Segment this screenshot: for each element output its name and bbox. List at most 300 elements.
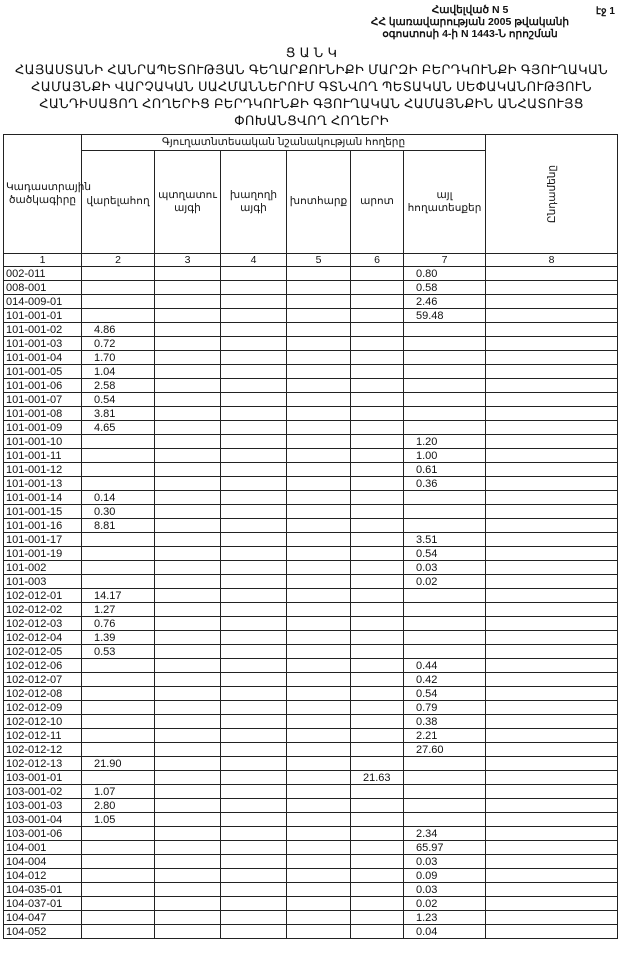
vineyard-cell [221, 589, 287, 603]
total-cell [486, 855, 618, 869]
cadastral-code-cell: 101-001-04 [4, 351, 82, 365]
hayfield-cell [287, 631, 351, 645]
total-cell [486, 449, 618, 463]
pasture-cell [351, 449, 404, 463]
orchard-cell [155, 645, 221, 659]
table-row [4, 477, 618, 491]
vineyard-cell [221, 519, 287, 533]
title-line-1: Ց Ա Ն Կ [285, 45, 338, 60]
other-land-cell [404, 785, 486, 799]
orchard-cell [155, 855, 221, 869]
total-cell [486, 785, 618, 799]
hayfield-cell [287, 799, 351, 813]
other-land-cell [404, 771, 486, 785]
orchard-cell [155, 379, 221, 393]
pasture-cell [351, 855, 404, 869]
hayfield-cell [287, 869, 351, 883]
title-line-2: ՀԱՅԱՍՏԱՆԻ ՀԱՆՐԱՊԵՏՈՒԹՅԱՆ ԳԵՂԱՐՔՈՒՆԻՔԻ ՄԱՐԶԻ ԲԵՐԴԿՈՒՆՔԻ ԳՅՈՒՂԱԿԱՆ [14, 62, 609, 77]
arable-cell [82, 477, 155, 491]
total-cell [486, 645, 618, 659]
arable-cell [82, 827, 155, 841]
cadastral-code-cell: 101-003 [4, 575, 82, 589]
other-land-cell: 0.44 [404, 659, 486, 673]
vineyard-cell [221, 561, 287, 575]
pasture-cell [351, 281, 404, 295]
total-cell [486, 925, 618, 939]
orchard-cell [155, 295, 221, 309]
orchard-cell [155, 617, 221, 631]
cadastral-code-cell: 008-001 [4, 281, 82, 295]
other-land-cell [404, 491, 486, 505]
cadastral-code-cell: 101-002 [4, 561, 82, 575]
hayfield-cell [287, 351, 351, 365]
pasture-cell [351, 365, 404, 379]
hayfield-cell [287, 715, 351, 729]
cadastral-code-cell: 101-001-03 [4, 337, 82, 351]
total-cell [486, 897, 618, 911]
pasture-cell [351, 925, 404, 939]
hayfield-cell [287, 435, 351, 449]
vineyard-cell [221, 379, 287, 393]
pasture-cell: 21.63 [351, 771, 404, 785]
vineyard-cell [221, 603, 287, 617]
other-land-cell: 0.61 [404, 463, 486, 477]
total-cell [486, 561, 618, 575]
cadastral-code-cell: 102-012-11 [4, 729, 82, 743]
other-land-cell [404, 617, 486, 631]
total-cell [486, 407, 618, 421]
hayfield-cell [287, 687, 351, 701]
other-land-cell [404, 407, 486, 421]
other-land-cell [404, 603, 486, 617]
vineyard-cell [221, 911, 287, 925]
total-cell [486, 295, 618, 309]
total-cell [486, 603, 618, 617]
orchard-cell [155, 897, 221, 911]
pasture-cell [351, 477, 404, 491]
hayfield-cell [287, 827, 351, 841]
vineyard-cell [221, 449, 287, 463]
orchard-cell [155, 547, 221, 561]
pasture-cell [351, 533, 404, 547]
pasture-cell [351, 715, 404, 729]
table-row [4, 379, 618, 393]
pasture-cell [351, 295, 404, 309]
pasture-cell [351, 421, 404, 435]
table-row [4, 827, 618, 841]
table-row [4, 421, 618, 435]
hayfield-cell [287, 785, 351, 799]
arable-cell: 0.76 [82, 617, 155, 631]
hayfield-cell [287, 547, 351, 561]
orchard-cell [155, 491, 221, 505]
orchard-cell [155, 771, 221, 785]
header-vineyard: խաղողի այգի [221, 150, 287, 253]
vineyard-cell [221, 785, 287, 799]
column-number-row [4, 254, 618, 267]
vineyard-cell [221, 351, 287, 365]
header-agricultural-group: Գյուղատնտեսական նշանակության հողերը [82, 135, 486, 151]
hayfield-cell [287, 533, 351, 547]
cadastral-code-cell: 104-001 [4, 841, 82, 855]
total-cell [486, 421, 618, 435]
hayfield-cell [287, 519, 351, 533]
arable-cell [82, 897, 155, 911]
cadastral-code-cell: 102-012-03 [4, 617, 82, 631]
vineyard-cell [221, 435, 287, 449]
total-cell [486, 477, 618, 491]
other-land-cell: 0.02 [404, 575, 486, 589]
hayfield-cell [287, 673, 351, 687]
table-row [4, 631, 618, 645]
cadastral-code-cell: 014-009-01 [4, 295, 82, 309]
hayfield-cell [287, 911, 351, 925]
total-cell [486, 267, 618, 281]
other-land-cell: 2.21 [404, 729, 486, 743]
table-row [4, 267, 618, 281]
orchard-cell [155, 631, 221, 645]
orchard-cell [155, 785, 221, 799]
vineyard-cell [221, 407, 287, 421]
hayfield-cell [287, 267, 351, 281]
other-land-cell [404, 421, 486, 435]
table-row [4, 603, 618, 617]
vineyard-cell [221, 505, 287, 519]
other-land-cell [404, 337, 486, 351]
arable-cell [82, 547, 155, 561]
cadastral-code-cell: 101-001-16 [4, 519, 82, 533]
document-title [0, 44, 623, 129]
cadastral-code-cell: 102-012-01 [4, 589, 82, 603]
other-land-cell [404, 813, 486, 827]
table-row [4, 449, 618, 463]
orchard-cell [155, 519, 221, 533]
decision-line-2: օգոստոսի 4-ի N 1443-Ն որոշման [382, 28, 558, 40]
cadastral-code-cell: 101-001-14 [4, 491, 82, 505]
hayfield-cell [287, 379, 351, 393]
hayfield-cell [287, 617, 351, 631]
arable-cell: 0.54 [82, 393, 155, 407]
cadastral-code-cell: 101-001-19 [4, 547, 82, 561]
orchard-cell [155, 589, 221, 603]
orchard-cell [155, 813, 221, 827]
table-row [4, 701, 618, 715]
arable-cell [82, 449, 155, 463]
pasture-cell [351, 519, 404, 533]
cadastral-code-cell: 103-001-03 [4, 799, 82, 813]
other-land-cell: 0.38 [404, 715, 486, 729]
orchard-cell [155, 925, 221, 939]
table-row [4, 407, 618, 421]
total-cell [486, 491, 618, 505]
table-row [4, 645, 618, 659]
arable-cell: 8.81 [82, 519, 155, 533]
table-row [4, 547, 618, 561]
table-row [4, 771, 618, 785]
total-cell [486, 379, 618, 393]
total-cell [486, 743, 618, 757]
cadastral-code-cell: 102-012-05 [4, 645, 82, 659]
pasture-cell [351, 337, 404, 351]
table-row [4, 393, 618, 407]
hayfield-cell [287, 645, 351, 659]
pasture-cell [351, 351, 404, 365]
arable-cell: 0.30 [82, 505, 155, 519]
hayfield-cell [287, 603, 351, 617]
total-cell [486, 869, 618, 883]
cadastral-code-cell: 103-001-02 [4, 785, 82, 799]
header-total [486, 135, 618, 254]
total-cell [486, 323, 618, 337]
pasture-cell [351, 407, 404, 421]
table-row [4, 869, 618, 883]
total-cell [486, 715, 618, 729]
table-row [4, 351, 618, 365]
orchard-cell [155, 883, 221, 897]
cadastral-code-cell: 103-001-06 [4, 827, 82, 841]
table-row [4, 519, 618, 533]
cadastral-code-cell: 104-012 [4, 869, 82, 883]
column-number: 5 [287, 254, 351, 267]
other-land-cell: 0.80 [404, 267, 486, 281]
orchard-cell [155, 351, 221, 365]
arable-cell: 0.53 [82, 645, 155, 659]
other-land-cell: 0.03 [404, 883, 486, 897]
table-body [4, 267, 618, 939]
total-cell [486, 659, 618, 673]
pasture-cell [351, 463, 404, 477]
arable-cell [82, 295, 155, 309]
other-land-cell: 1.00 [404, 449, 486, 463]
pasture-cell [351, 911, 404, 925]
arable-cell: 4.86 [82, 323, 155, 337]
vineyard-cell [221, 897, 287, 911]
column-number: 3 [155, 254, 221, 267]
table-row [4, 323, 618, 337]
pasture-cell [351, 547, 404, 561]
other-land-cell: 2.34 [404, 827, 486, 841]
pasture-cell [351, 491, 404, 505]
hayfield-cell [287, 365, 351, 379]
vineyard-cell [221, 337, 287, 351]
hayfield-cell [287, 393, 351, 407]
header-pasture: արոտ [351, 150, 404, 253]
title-line-4: ՀԱՆԴԻՍԱՑՈՂ ՀՈՂԵՐԻՑ ԲԵՐԴԿՈՒՆՔԻ ԳՅՈՒՂԱԿԱՆ ՀԱՄԱՅՆՔԻՆ ԱՆՀԱՏՈՒՅՑ [39, 96, 584, 111]
arable-cell: 1.70 [82, 351, 155, 365]
orchard-cell [155, 337, 221, 351]
hayfield-cell [287, 421, 351, 435]
vineyard-cell [221, 393, 287, 407]
arable-cell [82, 925, 155, 939]
other-land-cell: 0.79 [404, 701, 486, 715]
hayfield-cell [287, 925, 351, 939]
total-cell [486, 281, 618, 295]
hayfield-cell [287, 407, 351, 421]
orchard-cell [155, 827, 221, 841]
total-cell [486, 533, 618, 547]
arable-cell: 1.04 [82, 365, 155, 379]
arable-cell [82, 701, 155, 715]
table-row [4, 673, 618, 687]
other-land-cell: 0.54 [404, 547, 486, 561]
table-row [4, 589, 618, 603]
orchard-cell [155, 365, 221, 379]
orchard-cell [155, 911, 221, 925]
total-cell [486, 701, 618, 715]
orchard-cell [155, 267, 221, 281]
hayfield-cell [287, 841, 351, 855]
total-cell [486, 729, 618, 743]
other-land-cell: 0.03 [404, 855, 486, 869]
vineyard-cell [221, 729, 287, 743]
vineyard-cell [221, 281, 287, 295]
vineyard-cell [221, 743, 287, 757]
vineyard-cell [221, 883, 287, 897]
pasture-cell [351, 659, 404, 673]
total-cell [486, 547, 618, 561]
pasture-cell [351, 309, 404, 323]
other-land-cell: 0.54 [404, 687, 486, 701]
arable-cell [82, 673, 155, 687]
orchard-cell [155, 687, 221, 701]
vineyard-cell [221, 673, 287, 687]
other-land-cell: 0.09 [404, 869, 486, 883]
total-cell [486, 883, 618, 897]
vineyard-cell [221, 295, 287, 309]
hayfield-cell [287, 589, 351, 603]
other-land-cell [404, 757, 486, 771]
arable-cell [82, 911, 155, 925]
orchard-cell [155, 477, 221, 491]
appendix-header [360, 4, 580, 40]
pasture-cell [351, 561, 404, 575]
cadastral-code-cell: 101-001-10 [4, 435, 82, 449]
vineyard-cell [221, 477, 287, 491]
column-number: 1 [4, 254, 82, 267]
arable-cell [82, 561, 155, 575]
cadastral-code-cell: 102-012-02 [4, 603, 82, 617]
cadastral-code-cell: 102-012-09 [4, 701, 82, 715]
vineyard-cell [221, 757, 287, 771]
vineyard-cell [221, 869, 287, 883]
orchard-cell [155, 323, 221, 337]
hayfield-cell [287, 757, 351, 771]
orchard-cell [155, 743, 221, 757]
pasture-cell [351, 267, 404, 281]
cadastral-code-cell: 101-001-02 [4, 323, 82, 337]
hayfield-cell [287, 295, 351, 309]
cadastral-code-cell: 101-001-05 [4, 365, 82, 379]
arable-cell [82, 267, 155, 281]
other-land-cell [404, 519, 486, 533]
column-number: 7 [404, 254, 486, 267]
decision-line-1: ՀՀ կառավարության 2005 թվականի [370, 16, 570, 28]
land-table [3, 134, 618, 939]
pasture-cell [351, 869, 404, 883]
other-land-cell: 0.02 [404, 897, 486, 911]
vineyard-cell [221, 659, 287, 673]
cadastral-code-cell: 104-004 [4, 855, 82, 869]
other-land-cell: 3.51 [404, 533, 486, 547]
cadastral-code-cell: 101-001-01 [4, 309, 82, 323]
cadastral-code-cell: 104-037-01 [4, 897, 82, 911]
cadastral-code-cell: 101-001-08 [4, 407, 82, 421]
total-cell [486, 799, 618, 813]
pasture-cell [351, 687, 404, 701]
other-land-cell [404, 589, 486, 603]
vineyard-cell [221, 771, 287, 785]
arable-cell: 14.17 [82, 589, 155, 603]
total-cell [486, 631, 618, 645]
cadastral-code-cell: 101-001-15 [4, 505, 82, 519]
pasture-cell [351, 757, 404, 771]
arable-cell: 2.58 [82, 379, 155, 393]
header-orchard: պտղատու այգի [155, 150, 221, 253]
vineyard-cell [221, 547, 287, 561]
pasture-cell [351, 883, 404, 897]
table-row [4, 281, 618, 295]
orchard-cell [155, 449, 221, 463]
total-cell [486, 813, 618, 827]
arable-cell: 3.81 [82, 407, 155, 421]
cadastral-code-cell: 101-001-17 [4, 533, 82, 547]
vineyard-cell [221, 813, 287, 827]
arable-cell [82, 883, 155, 897]
vineyard-cell [221, 631, 287, 645]
pasture-cell [351, 379, 404, 393]
pasture-cell [351, 603, 404, 617]
table-row [4, 855, 618, 869]
cadastral-code-cell: 104-047 [4, 911, 82, 925]
table-row [4, 925, 618, 939]
vineyard-cell [221, 645, 287, 659]
orchard-cell [155, 659, 221, 673]
total-cell [486, 575, 618, 589]
arable-cell: 1.27 [82, 603, 155, 617]
pasture-cell [351, 645, 404, 659]
arable-cell [82, 463, 155, 477]
total-cell [486, 463, 618, 477]
table-row [4, 813, 618, 827]
appendix-label: Հավելված N 5 [431, 4, 509, 16]
total-cell [486, 435, 618, 449]
arable-cell: 1.05 [82, 813, 155, 827]
orchard-cell [155, 715, 221, 729]
cadastral-code-cell: 101-001-07 [4, 393, 82, 407]
vineyard-cell [221, 421, 287, 435]
cadastral-code-cell: 101-001-13 [4, 477, 82, 491]
cadastral-code-cell: 104-052 [4, 925, 82, 939]
orchard-cell [155, 309, 221, 323]
hayfield-cell [287, 561, 351, 575]
pasture-cell [351, 435, 404, 449]
hayfield-cell [287, 813, 351, 827]
title-line-3: ՀԱՄԱՅՆՔԻ ՎԱՐՉԱԿԱՆ ՍԱՀՄԱՆՆԵՐՈՒՄ ԳՏՆՎՈՂ ՊԵՏԱԿԱՆ ՍԵՓԱԿԱՆՈՒԹՅՈՒՆ [31, 79, 592, 94]
hayfield-cell [287, 477, 351, 491]
table-row [4, 491, 618, 505]
other-land-cell [404, 365, 486, 379]
pasture-cell [351, 729, 404, 743]
table-row [4, 575, 618, 589]
table-row [4, 561, 618, 575]
table-row [4, 729, 618, 743]
table-row [4, 435, 618, 449]
pasture-cell [351, 827, 404, 841]
vineyard-cell [221, 715, 287, 729]
other-land-cell [404, 393, 486, 407]
orchard-cell [155, 463, 221, 477]
other-land-cell: 0.58 [404, 281, 486, 295]
